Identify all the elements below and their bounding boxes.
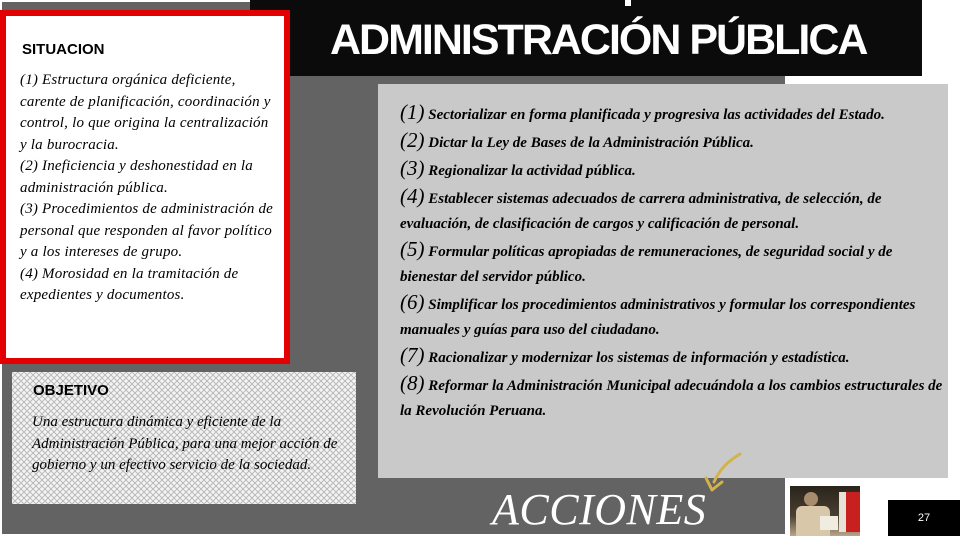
acciones-item-number: (2) xyxy=(400,128,425,152)
page-title: ADMINISTRACIÓN PÚBLICA xyxy=(330,16,867,64)
acciones-item-text: Reformar la Administración Municipal adecuándola a los cambios estructurales de la Revolución Peruana. xyxy=(400,378,943,419)
acciones-item-text: Dictar la Ley de Bases de la Administración Pública. xyxy=(428,135,754,151)
acciones-item xyxy=(400,290,945,343)
page-number: 27 xyxy=(888,500,960,536)
acciones-item-text: Sectorializar en forma planificada y progresiva las actividades del Estado. xyxy=(428,107,885,123)
speaker-head xyxy=(804,492,818,506)
acciones-panel xyxy=(378,84,948,478)
acciones-item-number: (6) xyxy=(400,290,425,314)
situacion-panel xyxy=(0,10,290,364)
acciones-item-number: (7) xyxy=(400,343,425,367)
situacion-item: (2) Ineficiencia y deshonestidad en la administración pública. xyxy=(20,158,253,196)
acciones-item xyxy=(400,156,945,184)
flag-stripe-white xyxy=(839,492,846,532)
acciones-item xyxy=(400,128,945,156)
situacion-item: (4) Morosidad en la tramitación de expedientes y documentos. xyxy=(20,265,239,303)
speaker-paper xyxy=(820,516,838,530)
acciones-list xyxy=(400,100,945,424)
acciones-item-number: (5) xyxy=(400,237,425,261)
acciones-item-number: (3) xyxy=(400,156,425,180)
acciones-item xyxy=(400,184,945,237)
curved-arrow-icon xyxy=(700,450,746,494)
acciones-label: ACCIONES xyxy=(492,485,707,534)
acciones-item-number: (1) xyxy=(400,100,425,124)
acciones-item xyxy=(400,343,945,371)
speaker-photo xyxy=(790,486,860,536)
objetivo-heading: OBJETIVO xyxy=(33,382,109,399)
flag-stripe-red xyxy=(846,492,860,532)
acciones-item xyxy=(400,237,945,290)
acciones-item-text: Simplificar los procedimientos administrativos y formular los correspondientes manuales y guías para uso del ciudadano. xyxy=(400,297,916,338)
title-bar xyxy=(250,0,922,76)
situacion-item: (3) Procedimientos de administración de personal que responden al favor político y a los intereses de grupo. xyxy=(20,201,274,260)
acciones-item-number: (8) xyxy=(400,371,425,395)
acciones-item xyxy=(400,371,945,424)
situacion-item: (1) Estructura orgánica deficiente, carente de planificación, coordinación y control, lo que origina la centralización y la burocracia. xyxy=(20,72,271,153)
situacion-list xyxy=(20,70,278,307)
situacion-heading: SITUACION xyxy=(22,41,105,58)
acciones-item xyxy=(400,100,945,128)
acciones-item-text: Regionalizar la actividad pública. xyxy=(428,163,636,179)
acciones-item-number: (4) xyxy=(400,184,425,208)
acciones-item-text: Formular políticas apropiadas de remuneraciones, de seguridad social y de bienestar del servidor público. xyxy=(400,244,893,285)
acciones-item-text: Establecer sistemas adecuados de carrera administrativa, de selección, de evaluación, de clasificación de cargos y calificación de personal. xyxy=(400,191,882,232)
objetivo-panel xyxy=(12,372,356,504)
title-notch xyxy=(625,0,631,6)
acciones-item-text: Racionalizar y modernizar los sistemas de información y estadística. xyxy=(428,350,850,366)
objetivo-text: Una estructura dinámica y eficiente de la Administración Pública, para una mejor acción de gobierno y un efectivo servicio de la sociedad. xyxy=(32,414,338,473)
